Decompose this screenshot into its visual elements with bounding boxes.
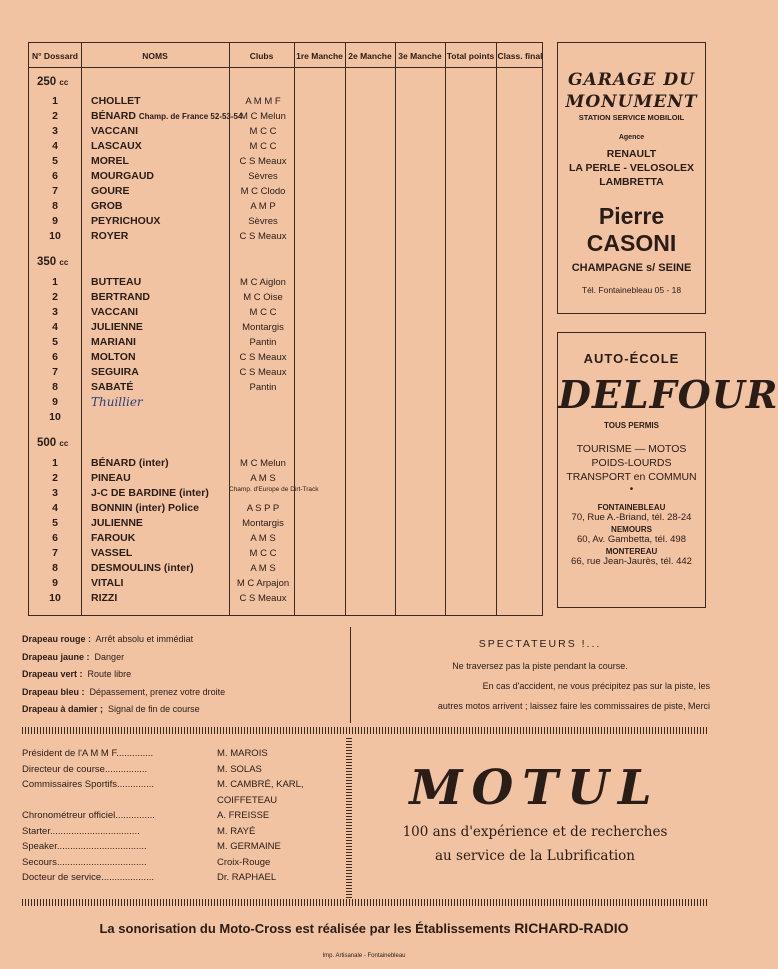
rider-name: SABATÉ [91, 381, 134, 393]
table-row [29, 516, 542, 531]
table-row [29, 576, 542, 591]
rider-club: M C Oise [243, 292, 283, 303]
rider-number: 7 [52, 366, 58, 378]
rider-number: 3 [52, 125, 58, 137]
header-total: Total points [446, 51, 495, 61]
table-row [29, 486, 542, 501]
flag-rouge: Drapeau rouge : Arrêt absolu et immédiat [22, 634, 194, 644]
rider-club: M C C [249, 548, 277, 559]
table-row [29, 395, 542, 410]
official-dots: .............. [116, 748, 154, 759]
table-row [29, 380, 542, 395]
rider-club: C S Meaux [239, 352, 287, 363]
rider-number: 2 [52, 110, 58, 122]
rider-club: M C Arpajon [236, 578, 290, 589]
header-manche3: 3e Manche [398, 51, 442, 61]
category-500: 500 cc [37, 437, 69, 449]
rider-club: C S Meaux [239, 593, 287, 604]
garage-tel: Tél. Fontainebleau 05 - 18 [581, 285, 682, 295]
motul-logo: MOTUL [409, 760, 661, 816]
rider-number: 5 [52, 155, 58, 167]
rider-name: BÉNARD Champ. de France 52-53-54 [91, 110, 243, 122]
rider-number: 1 [52, 276, 58, 288]
rider-number: 7 [52, 185, 58, 197]
divider-top [22, 727, 707, 734]
table-row [29, 199, 542, 214]
flag-bleu: Drapeau bleu : Dépassement, prenez votre droite [22, 686, 226, 697]
rider-number: 5 [52, 517, 58, 529]
spectateurs-line-3: autres motos arrivent ; laissez faire les commissaires de piste, Merci [437, 701, 710, 711]
official-dots: .................................. [56, 841, 147, 852]
official-name: M. MAROIS [217, 748, 268, 759]
rider-club: M C Clodo [240, 186, 286, 197]
rider-name: JULIENNE [91, 321, 143, 333]
rider-number: 6 [52, 532, 58, 544]
spectateurs-title: SPECTATEURS !... [478, 638, 602, 650]
ecole-addr-3: 66, rue Jean-Jaurès, tél. 442 [571, 556, 692, 567]
official-row [22, 824, 342, 840]
spectateurs-line-2: En cas d'accident, ne vous précipitez pas sur la piste, les [482, 681, 710, 691]
table-row [29, 546, 542, 561]
rider-name: VITALI [91, 577, 124, 589]
rider-name: FAROUK [91, 532, 136, 544]
flag-jaune: Drapeau jaune : Danger [22, 651, 125, 662]
ecole-city-1: FONTAINEBLEAU [597, 503, 666, 512]
officials-list [22, 746, 342, 886]
rider-club: M C Melun [240, 458, 286, 469]
official-role: Commissaires Sportifs [22, 779, 118, 790]
results-table [28, 42, 543, 616]
header-dossard: N° Dossard [32, 51, 78, 61]
garage-brand-lambretta: LAMBRETTA [599, 176, 664, 188]
rider-name: VACCANI [91, 306, 139, 318]
rider-name: PEYRICHOUX [91, 215, 161, 227]
rider-name: J-C DE BARDINE (inter) [91, 487, 209, 499]
table-row [29, 320, 542, 335]
garage-agence: Agence [618, 134, 645, 141]
rider-number: 6 [52, 170, 58, 182]
rider-number: 9 [52, 577, 58, 589]
garage-subtitle: STATION SERVICE MOBILOIL [578, 113, 685, 122]
official-row [22, 855, 342, 871]
rider-name: GOURE [91, 185, 130, 197]
rider-club: M C C [249, 307, 277, 318]
rider-club: A M S [250, 473, 276, 484]
rider-name: RIZZI [91, 592, 118, 604]
rider-name: JULIENNE [91, 517, 143, 529]
rider-number: 4 [52, 502, 58, 514]
official-name: Dr. RAPHAEL [217, 872, 277, 883]
table-row [29, 335, 542, 350]
rider-name: ROYER [91, 230, 129, 242]
rider-note: Champ. de France 52-53-54 [138, 112, 243, 121]
official-name: M. SOLAS [217, 763, 262, 775]
header-clubs: Clubs [249, 51, 274, 61]
official-role: Starter [22, 825, 50, 837]
official-dots: .............. [117, 779, 154, 790]
ecole-addr-2: 60, Av. Gambetta, tél. 498 [577, 534, 686, 545]
table-row [29, 501, 542, 516]
rider-number: 10 [49, 411, 61, 423]
rider-club: A M M F [245, 96, 281, 107]
official-dots: ............... [115, 810, 155, 821]
table-row [29, 184, 542, 199]
table-row [29, 591, 542, 606]
official-row [22, 870, 342, 886]
rider-number: 8 [52, 200, 58, 212]
table-row [29, 350, 542, 365]
ecole-line-3: TRANSPORT en COMMUN [566, 471, 697, 483]
rider-number: 1 [52, 457, 58, 469]
table-row [29, 305, 542, 320]
rider-club: A S P P [246, 503, 280, 514]
official-name: M. GERMAINE [217, 841, 281, 852]
motul-ad [360, 760, 710, 868]
garage-town: CHAMPAGNE s/ SEINE [571, 262, 692, 274]
official-dots: .................... [101, 872, 154, 883]
official-role: Directeur de course [22, 763, 105, 775]
rider-club: Sèvres [248, 171, 278, 182]
official-row [22, 746, 342, 762]
auto-ecole-ad: AUTO-ÉCOLE DELFOUR TOUS PERMIS TOURISME — MOTOS POIDS-LOURDS TRANSPORT en COMMUN • FONTAINEBLEAU 70, Rue A.-Briand, tél. 28-24 NEMOURS 60, Av. Gambetta, tél. 498 MONTEREAU 66, rue Jean-Jaurès, tél. 442 [557, 332, 706, 608]
official-role: Docteur de service [22, 872, 102, 883]
official-role: Chronométreur officiel [22, 810, 116, 821]
ecole-name: DELFOUR [558, 372, 778, 417]
ecole-line-1: TOURISME — MOTOS [576, 443, 687, 455]
rider-club: Sèvres [248, 216, 278, 227]
official-role: Président de l'A M M F [22, 748, 117, 759]
rider-number: 8 [52, 562, 58, 574]
table-row [29, 214, 542, 229]
table-row [29, 124, 542, 139]
official-name: M. RAYÉ [217, 825, 256, 837]
flag-vert: Drapeau vert : Route libre [22, 669, 132, 679]
rider-number: 8 [52, 381, 58, 393]
official-dots: ................ [104, 763, 148, 775]
rider-club: Pantin [249, 337, 277, 348]
flag-damier: Drapeau à damier ; Signal de fin de course [22, 704, 200, 714]
rider-club: A M S [250, 533, 276, 544]
official-name: A. FREISSE [217, 810, 270, 821]
ecole-addr-1: 70, Rue A.-Briand, tél. 28-24 [571, 512, 692, 523]
rider-club: M C C [249, 126, 277, 137]
table-row [29, 139, 542, 154]
spectateurs-notice [370, 634, 710, 716]
table-row [29, 154, 542, 169]
spectateurs-line-1: Ne traversez pas la piste pendant la course. [452, 661, 628, 671]
rider-name: DESMOULINS (inter) [91, 562, 194, 574]
footer-sponsor: La sonorisation du Moto-Cross est réalisée par les Établissements RICHARD-RADIO [99, 920, 629, 936]
rider-number: 6 [52, 351, 58, 363]
table-row [29, 410, 542, 425]
header-manche1: 1re Manche [296, 51, 343, 61]
rider-number: 7 [52, 547, 58, 559]
ecole-line-2: POIDS-LOURDS [591, 457, 672, 469]
officials-separator [346, 738, 352, 898]
rider-number: 3 [52, 487, 58, 499]
rider-name: PINEAU [91, 472, 131, 484]
rider-name: BÉNARD (inter) [91, 457, 169, 469]
table-row [29, 561, 542, 576]
rider-club: A M S [250, 563, 276, 574]
flags-separator [350, 627, 351, 723]
rider-club: Champ. d'Europe de Dirt-Track [229, 486, 319, 493]
rider-number: 3 [52, 306, 58, 318]
rider-name: BONNIN (inter) Police [91, 502, 199, 514]
table-row [29, 109, 542, 124]
ecole-city-3: MONTEREAU [605, 547, 658, 556]
official-row [22, 808, 342, 824]
table-row [29, 169, 542, 184]
rider-name: BUTTEAU [91, 276, 142, 288]
ecole-permis: TOUS PERMIS [604, 421, 659, 430]
motul-tagline-1: 100 ans d'expérience et de recherches [402, 824, 668, 840]
garage-ad [557, 42, 706, 314]
header-manche2: 2e Manche [348, 51, 392, 61]
official-row [22, 777, 342, 793]
garage-brand-renault: RENAULT [606, 148, 657, 160]
rider-club: C S Meaux [239, 231, 287, 242]
rider-club: M C Aiglon [240, 277, 286, 288]
rider-number: 10 [49, 592, 61, 604]
footer-printer: Imp. Artisanale - Fontainebleau [322, 953, 406, 959]
rider-club: A M P [250, 201, 276, 212]
official-name: COIFFETEAU [217, 794, 278, 806]
rider-name: MOREL [91, 155, 129, 167]
official-row [22, 762, 342, 778]
rider-club: Pantin [249, 382, 277, 393]
rider-club: M C C [249, 141, 277, 152]
table-row [29, 471, 542, 486]
table-row [29, 275, 542, 290]
rider-number: 2 [52, 472, 58, 484]
header-classement: Class. final [497, 51, 543, 61]
motul-tagline-2: au service de la Lubrification [434, 848, 636, 864]
rider-name: MARIANI [91, 336, 136, 348]
official-row [22, 839, 342, 855]
rider-club: C S Meaux [239, 156, 287, 167]
rider-club: C S Meaux [239, 367, 287, 378]
rider-number: 2 [52, 291, 58, 303]
table-row [29, 456, 542, 471]
table-row [29, 290, 542, 305]
rider-club: Montargis [242, 518, 284, 529]
official-row [22, 793, 342, 809]
rider-name: SEGUIRA [91, 366, 139, 378]
rider-name: Thuillier [91, 395, 143, 409]
rider-name: VACCANI [91, 125, 139, 137]
table-row [29, 531, 542, 546]
garage-title-2: MONUMENT [565, 92, 698, 112]
rider-name: MOLTON [91, 351, 136, 363]
official-dots: .................................. [56, 856, 147, 868]
official-role: Secours [22, 856, 57, 868]
official-name: Croix-Rouge [217, 856, 271, 868]
rider-number: 5 [52, 336, 58, 348]
category-250: 250 cc [37, 76, 69, 88]
ecole-city-2: NEMOURS [611, 525, 652, 534]
ecole-title: AUTO-ÉCOLE [583, 351, 680, 366]
rider-number: 9 [52, 396, 58, 408]
table-row [29, 365, 542, 380]
garage-brand-velosolex: LA PERLE - VELOSOLEX [568, 162, 695, 174]
garage-title-1: GARAGE DU [568, 70, 695, 90]
garage-owner: Pierre CASONI [586, 203, 677, 256]
rider-number: 9 [52, 215, 58, 227]
official-role: Speaker [22, 841, 57, 852]
footer-brand: RICHARD-RADIO [514, 920, 629, 936]
divider-bottom [22, 899, 707, 906]
table-row [29, 94, 542, 109]
rider-number: 10 [49, 230, 61, 242]
rider-name: VASSEL [91, 547, 133, 559]
rider-name: MOURGAUD [91, 170, 154, 182]
official-dots: .................................. [50, 825, 140, 837]
rider-name: GROB [91, 200, 123, 212]
rider-name: CHOLLET [91, 95, 141, 107]
rider-club: M C Melun [240, 111, 286, 122]
rider-name: BERTRAND [91, 291, 150, 303]
rider-number: 4 [52, 140, 58, 152]
category-350: 350 cc [37, 256, 69, 268]
rider-number: 1 [52, 95, 58, 107]
rider-club: Montargis [242, 322, 284, 333]
rider-name: LASCAUX [91, 140, 142, 152]
header-noms: NOMS [142, 51, 168, 61]
official-name: M. CAMBRÉ, KARL, [217, 779, 304, 790]
flags-legend [22, 631, 342, 719]
rider-number: 4 [52, 321, 58, 333]
table-row [29, 229, 542, 244]
